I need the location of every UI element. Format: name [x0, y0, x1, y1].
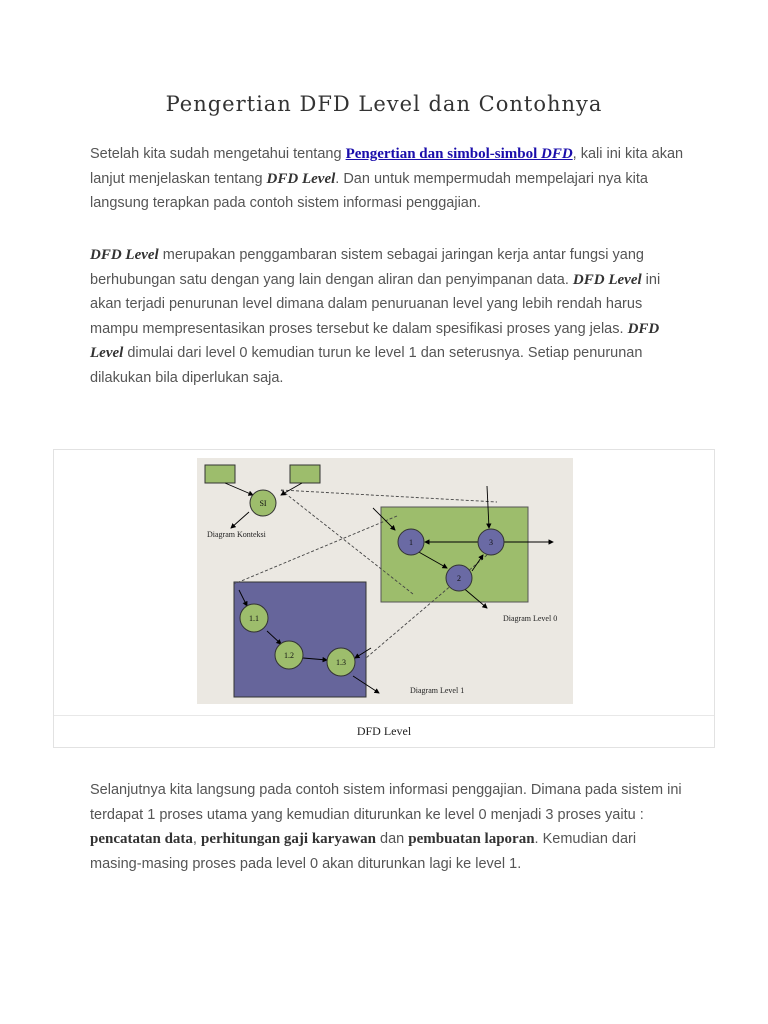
page-title: Pengertian DFD Level dan Contohnya: [165, 92, 603, 116]
example-paragraph: [90, 778, 690, 876]
dfd-symbols-link[interactable]: [346, 146, 573, 162]
label-1-2: 1.2: [284, 651, 294, 660]
intro-text-3: . Dan untuk mempermudah mempelajari nya kita langsung terapkan pada contoh sistem informasi penggajian.: [90, 170, 648, 211]
label-diagram-level0: Diagram Level 0: [503, 614, 558, 623]
definition-text-2: ini akan terjadi penurunan level dimana dalam penuruanan level yang lebih rendah harus mampu mempresentasikan proses tersebut ke dalam spesifikasi proses yang jelas.: [90, 271, 661, 337]
example-text-2: ,: [192, 831, 201, 847]
process-pencatatan: pencatatan data: [90, 831, 193, 847]
label-1-3: 1.3: [336, 658, 346, 667]
label-diagram-level1: Diagram Level 1: [410, 686, 465, 695]
example-text-1: Selanjutnya kita langsung pada contoh sistem informasi penggajian. Dimana pada sistem ini terdapat 1 proses utama yang kemudian diturunkan ke level 0 menjadi 3 proses yaitu :: [90, 782, 682, 823]
intro-text-2: , kali ini kita akan lanjut menjelaskan tentang: [90, 146, 684, 187]
entity-right: [290, 465, 320, 483]
definition-text-1: merupakan penggambaran sistem sebagai jaringan kerja antar fungsi yang berhubungan satu dengan yang lain dengan aliran dan penyimpanan data.: [90, 247, 644, 288]
figure: [53, 449, 715, 748]
label-1-1: 1.1: [249, 614, 259, 623]
process-perhitungan: perhitungan gaji karyawan: [200, 831, 377, 847]
figure-divider: [54, 715, 714, 716]
definition-paragraph: [90, 243, 690, 390]
example-text-4: . Kemudian dari masing-masing proses pada level 0 akan diturunkan lagi ke level 1.: [90, 831, 637, 872]
label-si: SI: [259, 499, 267, 508]
intro-paragraph: [90, 142, 690, 216]
definition-text-3: dimulai dari level 0 kemudian turun ke level 1 dan seterusnya. Setiap penurunan dilakukan bila diperlukan saja.: [90, 345, 643, 386]
example-text-3: dan: [376, 831, 409, 847]
label-diagram-konteksi: Diagram Konteksi: [207, 530, 266, 539]
level1-box: [234, 582, 366, 697]
link-text: Pengertian dan simbol-simbol: [345, 146, 541, 162]
label-2: 2: [457, 574, 461, 583]
link-em: DFD: [541, 146, 573, 162]
dfd-level-em: DFD Level: [266, 170, 336, 187]
dfd-level-em-3: DFD Level: [90, 320, 660, 361]
dfd-level-diagram: [197, 458, 573, 704]
figure-caption: DFD Level: [356, 724, 412, 738]
dfd-level-em-2: DFD Level: [572, 271, 642, 288]
label-3: 3: [489, 538, 493, 547]
process-pembuatan: pembuatan laporan: [408, 831, 535, 847]
dfd-level-em-1: DFD Level: [90, 247, 159, 263]
entity-left: [205, 465, 235, 483]
intro-text-1: Setelah kita sudah mengetahui tentang: [90, 146, 346, 162]
label-1: 1: [409, 538, 413, 547]
